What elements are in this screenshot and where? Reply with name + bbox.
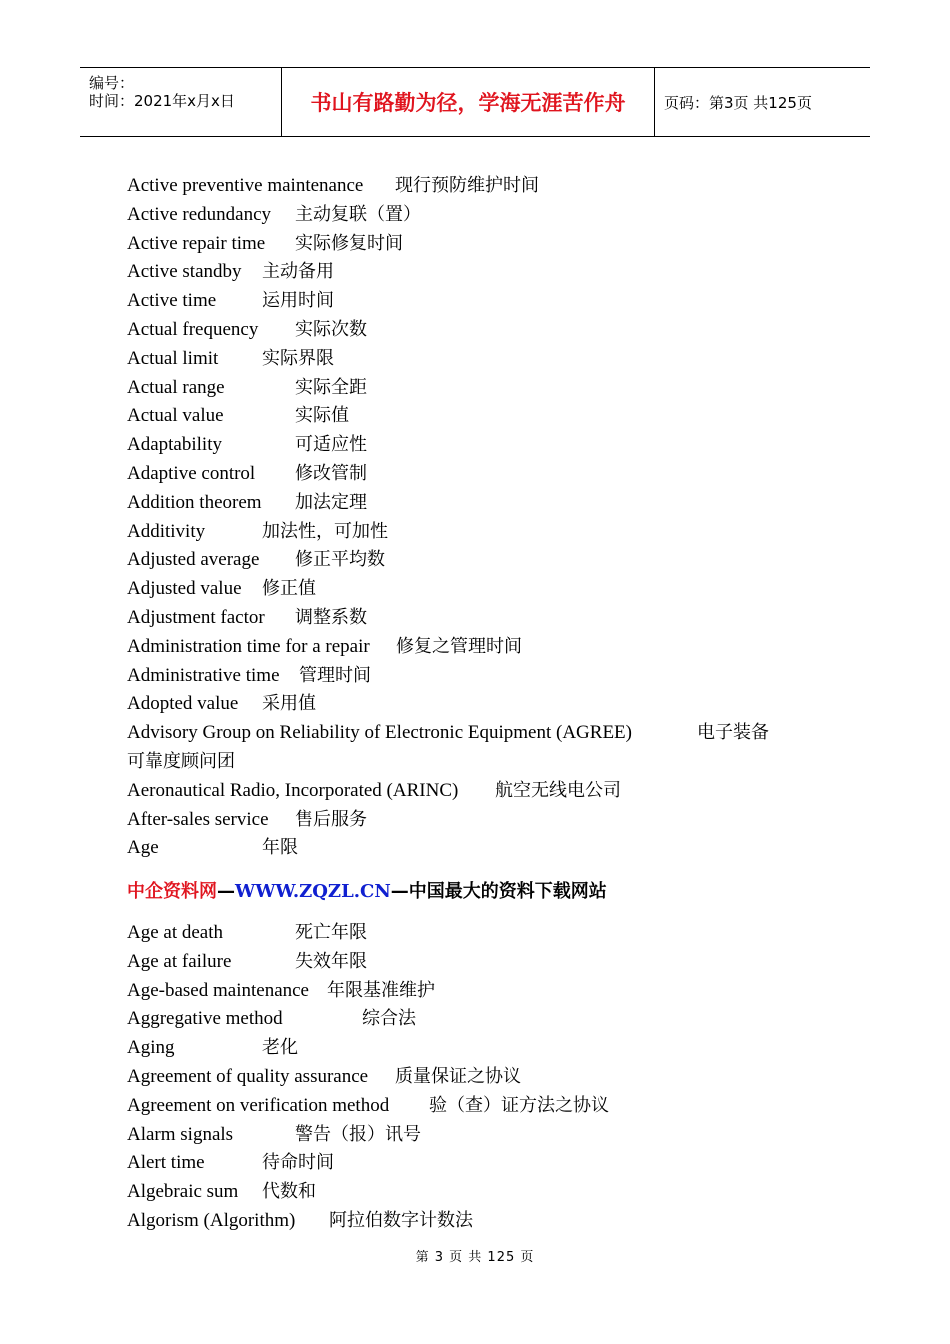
glossary-entry bbox=[127, 807, 367, 833]
term-english: Age at failure bbox=[127, 950, 232, 972]
term-chinese: 修正值 bbox=[262, 578, 316, 600]
document-header bbox=[80, 67, 870, 137]
term-chinese: 年限 bbox=[262, 837, 298, 859]
term-chinese: 现行预防维护时间 bbox=[395, 175, 539, 196]
glossary-entry bbox=[127, 1150, 334, 1176]
term-chinese: 实际值 bbox=[295, 405, 349, 427]
glossary-entry bbox=[127, 519, 388, 545]
term-chinese: 售后服务 bbox=[295, 808, 367, 830]
term-english: Active redundancy bbox=[127, 203, 272, 225]
glossary-entry bbox=[127, 605, 367, 631]
term-chinese: 实际修复时间 bbox=[295, 232, 403, 254]
term-chinese: 实际界限 bbox=[262, 347, 334, 369]
term-english: Actual frequency bbox=[127, 319, 259, 340]
term-english: Adjusted value bbox=[127, 578, 242, 600]
glossary-entry bbox=[127, 778, 621, 804]
promo-banner bbox=[127, 877, 607, 903]
term-chinese: 调整系数 bbox=[295, 607, 367, 628]
glossary-entry bbox=[127, 920, 367, 946]
term-english: Adjustment factor bbox=[127, 607, 265, 628]
term-english: Adaptive control bbox=[127, 463, 256, 484]
term-english: After-sales service bbox=[127, 808, 269, 830]
term-chinese: 年限基准维护 bbox=[327, 979, 435, 1001]
term-english: Actual value bbox=[127, 405, 224, 427]
term-english: Age-based maintenance bbox=[127, 979, 309, 1001]
time-label: 时间：2021年x月x日 bbox=[89, 92, 235, 110]
term-chinese: 电子装备 bbox=[697, 722, 769, 744]
glossary-entry bbox=[127, 173, 539, 199]
promo-dash: — bbox=[217, 881, 235, 902]
term-chinese: 采用值 bbox=[262, 693, 316, 715]
glossary-entry bbox=[127, 1006, 416, 1032]
term-chinese: 航空无线电公司 bbox=[495, 779, 621, 801]
term-chinese: 死亡年限 bbox=[295, 922, 367, 943]
term-english: Adopted value bbox=[127, 693, 239, 715]
promo-site-name: 中企资料网 bbox=[127, 881, 217, 902]
term-english: Actual limit bbox=[127, 347, 219, 369]
term-english: Active repair time bbox=[127, 232, 266, 254]
term-chinese: 管理时间 bbox=[299, 664, 371, 686]
glossary-entry bbox=[127, 259, 334, 285]
term-english: Algebraic sum bbox=[127, 1181, 239, 1203]
term-english: Aeronautical Radio, Incorporated (ARINC) bbox=[127, 779, 459, 801]
glossary-entry bbox=[127, 1208, 473, 1234]
glossary-entry bbox=[127, 403, 349, 429]
glossary-entry bbox=[127, 346, 334, 372]
term-english: Agreement of quality assurance bbox=[127, 1066, 369, 1087]
glossary-entry bbox=[127, 576, 316, 602]
glossary-entry bbox=[127, 1035, 298, 1061]
glossary-entry bbox=[127, 1064, 521, 1090]
term-chinese: 代数和 bbox=[262, 1181, 316, 1203]
promo-tagline: 中国最大的资料下载网站 bbox=[408, 881, 607, 902]
term-chinese: 可靠度顾问团 bbox=[127, 751, 235, 772]
glossary-entry bbox=[127, 1179, 316, 1205]
glossary-entry bbox=[127, 663, 371, 689]
term-chinese: 失效年限 bbox=[295, 950, 367, 972]
term-chinese: 阿拉伯数字计数法 bbox=[329, 1210, 473, 1231]
term-english: Age bbox=[127, 837, 159, 859]
term-english: Aging bbox=[127, 1037, 175, 1059]
term-chinese: 待命时间 bbox=[262, 1152, 334, 1174]
term-chinese: 质量保证之协议 bbox=[395, 1066, 521, 1087]
term-english: Alert time bbox=[127, 1152, 205, 1174]
glossary-entry bbox=[127, 461, 367, 487]
term-english: Administration time for a repair bbox=[127, 635, 370, 657]
term-english: Active time bbox=[127, 290, 217, 312]
glossary-entry bbox=[127, 720, 769, 746]
glossary-entry bbox=[127, 691, 316, 717]
term-chinese: 实际全距 bbox=[295, 376, 367, 398]
term-chinese: 主动备用 bbox=[262, 261, 334, 283]
term-english: Alarm signals bbox=[127, 1123, 234, 1145]
term-english: Administrative time bbox=[127, 664, 280, 686]
glossary-entry bbox=[127, 375, 367, 401]
term-english: Active preventive maintenance bbox=[127, 175, 364, 196]
promo-link[interactable]: WWW.ZQZL.CN bbox=[235, 881, 391, 902]
header-page-label: 页码：第3页 共125页 bbox=[664, 93, 812, 112]
term-english: Adaptability bbox=[127, 434, 222, 456]
term-english: Agreement on verification method bbox=[127, 1094, 390, 1116]
term-chinese: 老化 bbox=[262, 1037, 298, 1059]
term-english: Age at death bbox=[127, 922, 224, 943]
term-chinese: 加法定理 bbox=[295, 491, 367, 513]
glossary-entry bbox=[127, 634, 522, 660]
term-english: Active standby bbox=[127, 261, 242, 283]
code-label: 编号： bbox=[89, 74, 135, 92]
term-english: Addition theorem bbox=[127, 491, 262, 513]
term-english: Actual range bbox=[127, 376, 225, 398]
glossary-entry bbox=[127, 432, 367, 458]
glossary-entry bbox=[127, 835, 298, 861]
glossary-entry bbox=[127, 1093, 609, 1119]
term-chinese: 警告（报）讯号 bbox=[295, 1123, 421, 1145]
term-english: Algorism (Algorithm) bbox=[127, 1210, 296, 1231]
glossary-entry bbox=[127, 978, 435, 1004]
glossary-entry bbox=[127, 547, 385, 573]
term-chinese: 运用时间 bbox=[262, 290, 334, 312]
term-english: Additivity bbox=[127, 520, 206, 542]
term-chinese: 修正平均数 bbox=[295, 549, 385, 571]
term-chinese: 主动复联（置） bbox=[295, 203, 421, 225]
glossary-entry bbox=[127, 231, 403, 257]
glossary-entry bbox=[127, 1122, 421, 1148]
term-chinese: 实际次数 bbox=[295, 319, 367, 340]
promo-dash: — bbox=[390, 881, 409, 902]
term-english: Adjusted average bbox=[127, 549, 260, 571]
term-english: Aggregative method bbox=[127, 1008, 283, 1030]
glossary-entry bbox=[127, 288, 334, 314]
term-chinese: 综合法 bbox=[362, 1008, 416, 1030]
term-chinese: 修复之管理时间 bbox=[396, 635, 522, 657]
term-chinese: 验（查）证方法之协议 bbox=[429, 1094, 609, 1116]
glossary-entry bbox=[127, 490, 367, 516]
glossary-entry bbox=[127, 949, 367, 975]
header-meta bbox=[80, 68, 281, 136]
glossary-entry bbox=[127, 317, 367, 343]
glossary-entry bbox=[127, 202, 421, 228]
page-footer: 第 3 页 共 125 页 bbox=[415, 1250, 535, 1265]
header-motto: 书山有路勤为径，学海无涯苦作舟 bbox=[281, 68, 655, 136]
term-chinese: 修改管制 bbox=[295, 463, 367, 484]
term-chinese: 可适应性 bbox=[295, 434, 367, 456]
term-english: Advisory Group on Reliability of Electronic Equipment (AGREE) bbox=[127, 722, 632, 744]
term-chinese: 加法性，可加性 bbox=[262, 520, 388, 542]
